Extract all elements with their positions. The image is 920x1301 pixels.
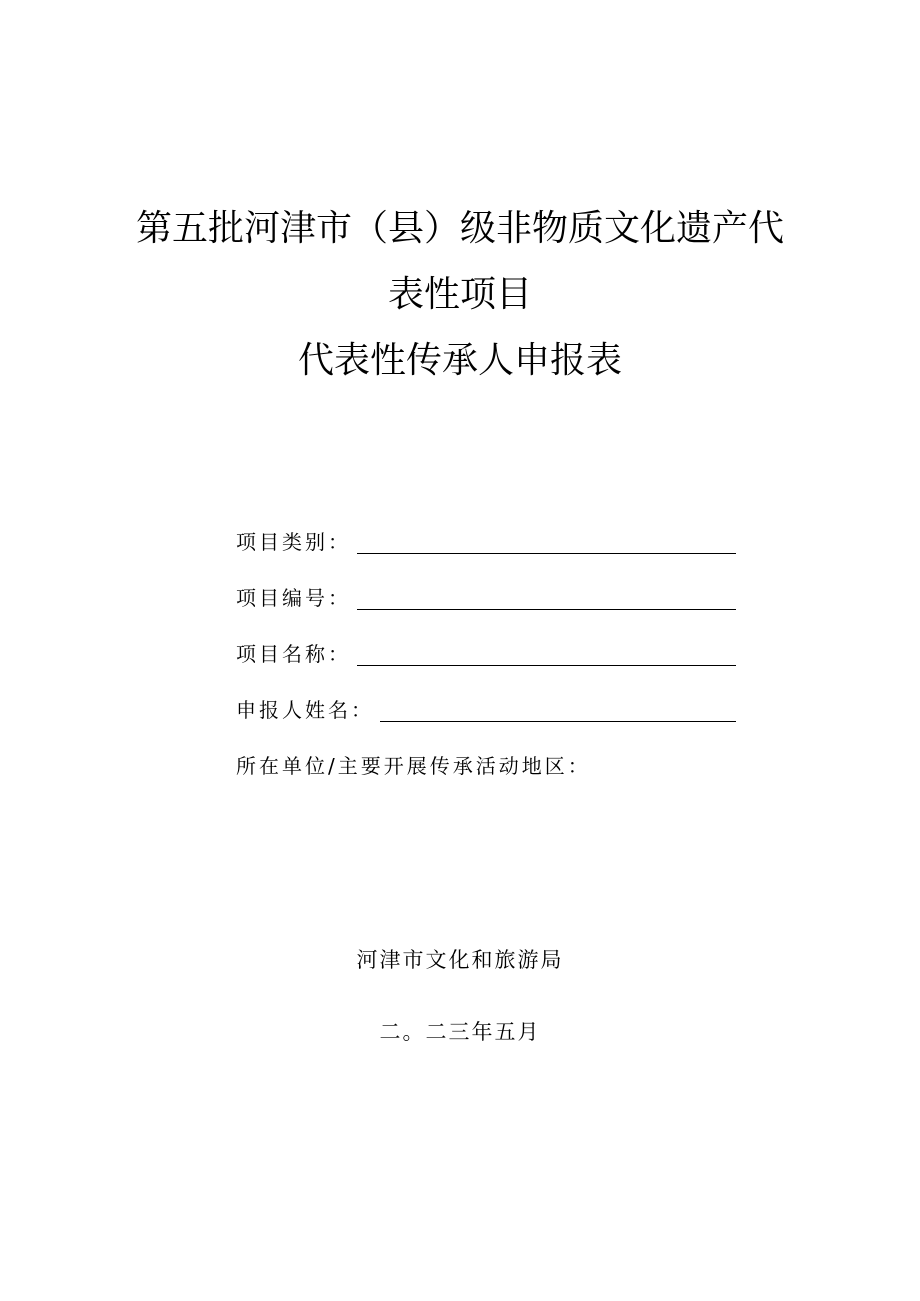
- project-name-input-line[interactable]: [357, 665, 736, 666]
- applicant-name-input-line[interactable]: [380, 721, 736, 722]
- work-unit-region-field: [236, 750, 736, 780]
- project-category-input-line[interactable]: [357, 553, 736, 554]
- title-line-3: 代表性传承人申报表: [297, 340, 622, 381]
- applicant-name-field: [236, 694, 736, 724]
- project-category-label: 项目类别：: [236, 530, 351, 554]
- applicant-name-label: 申报人姓名：: [236, 698, 374, 722]
- project-name-field: [236, 638, 736, 668]
- project-category-field: [236, 526, 736, 556]
- issue-date: 二。二三年五月: [379, 1020, 541, 1044]
- work-unit-region-label: 所在单位/主要开展传承活动地区：: [236, 754, 591, 778]
- form-title: [0, 196, 920, 394]
- title-line-1: 第五批河津市（县）级非物质文化遗产代: [135, 208, 784, 249]
- project-number-input-line[interactable]: [357, 609, 736, 610]
- issuing-organization: 河津市文化和旅游局: [356, 948, 564, 972]
- project-number-field: [236, 582, 736, 612]
- project-name-label: 项目名称：: [236, 642, 351, 666]
- title-line-2: 表性项目: [387, 274, 532, 315]
- project-number-label: 项目编号：: [236, 586, 351, 610]
